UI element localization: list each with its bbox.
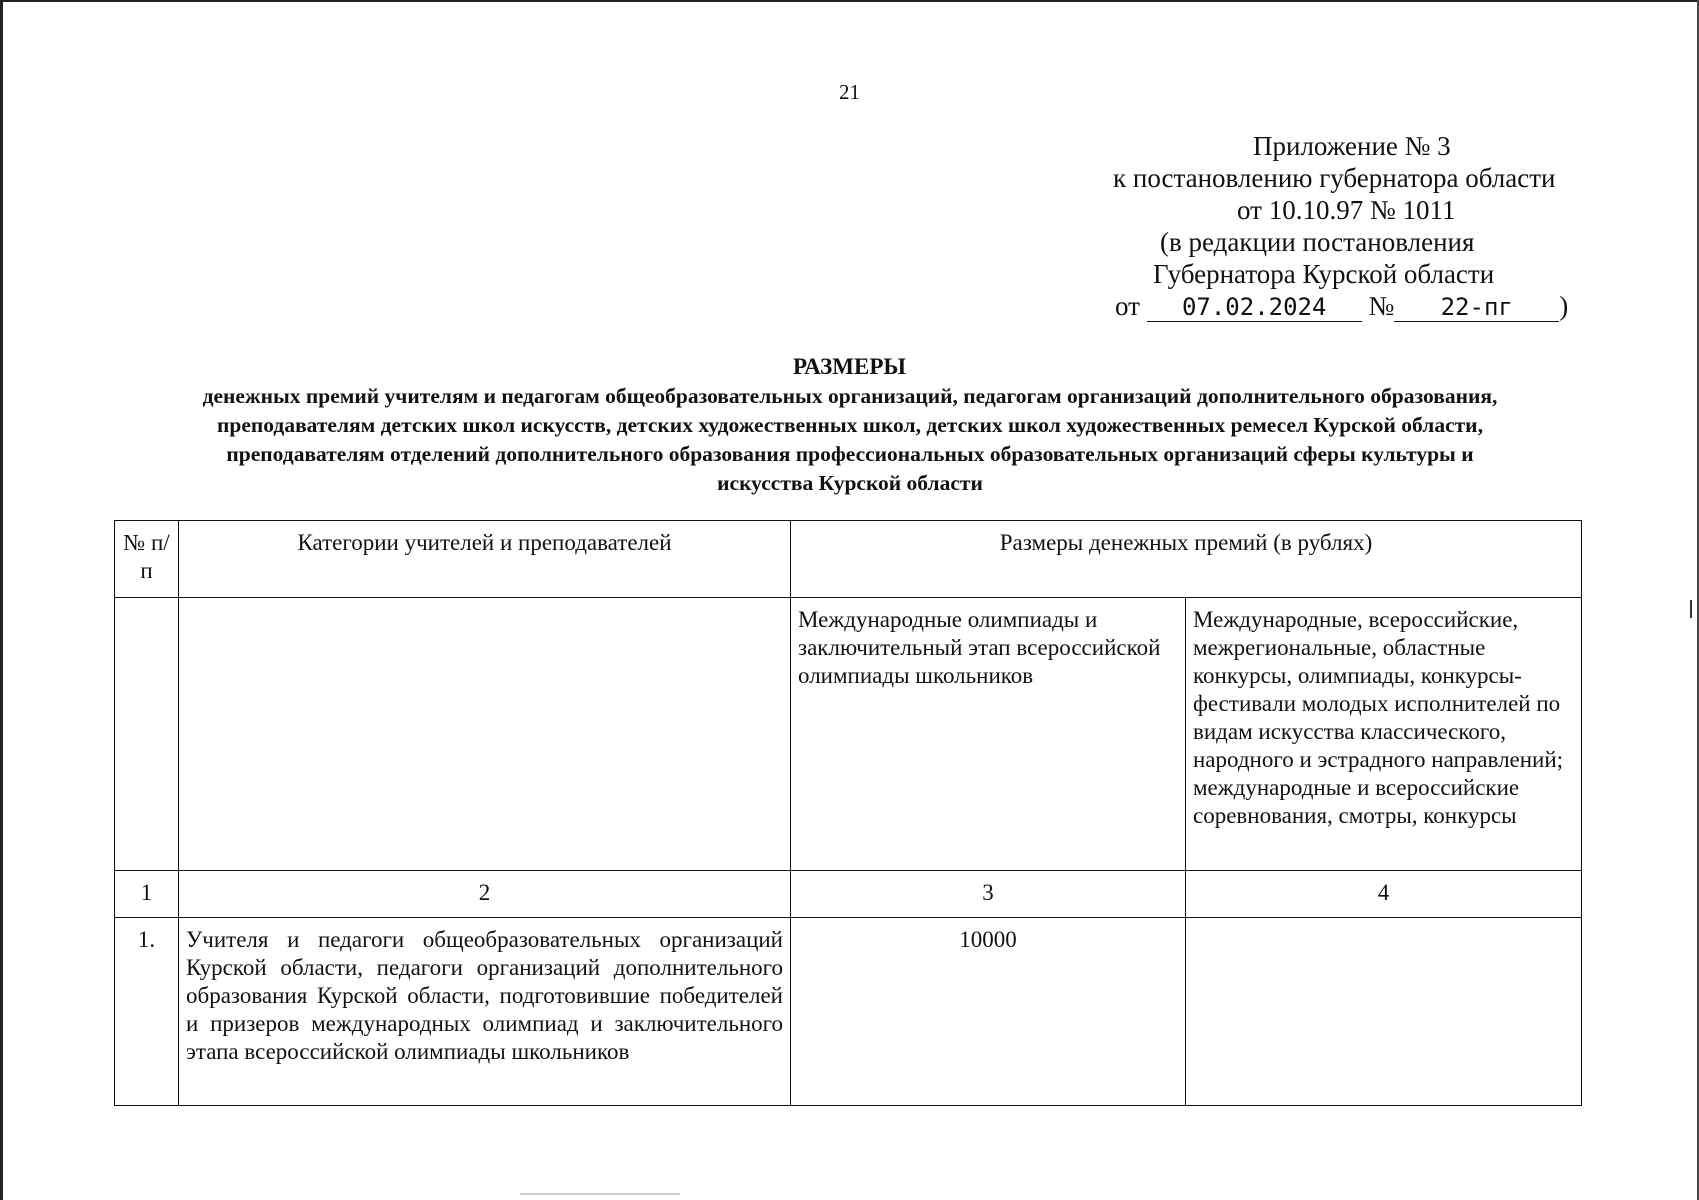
subtitle-line-4: искусства Курской области (717, 471, 983, 495)
scan-edge-left (0, 0, 3, 1200)
from-label: от (1115, 291, 1140, 321)
subheader-col4: Международные, всероссийские, межрегиональные, областные конкурсы, олимпиады, конкурсы-фестивали молодых исполнителей по видам искусства классического, народного и эстрадного направлений; международные и всероссийские соревнования, смотры, конкурсы (1186, 598, 1582, 871)
edition-number: 22-пг (1394, 293, 1559, 322)
table-row (115, 918, 1582, 1106)
table-subheader-row (115, 598, 1582, 871)
subtitle-line-3: преподавателям отделений дополнительного образования профессиональных образовательных организаций сферы культуры и (226, 442, 1474, 466)
prizes-table (114, 520, 1582, 1106)
number-label: № (1368, 291, 1395, 321)
appendix-edition-line (1080, 290, 1640, 322)
row-prize-contests (1186, 918, 1582, 1106)
column-number: 2 (179, 871, 791, 918)
edition-date: 07.02.2024 (1147, 293, 1362, 322)
appendix-line-5: Губернатора Курской области (1153, 259, 1495, 289)
column-number: 4 (1186, 871, 1582, 918)
header-category: Категории учителей и преподавателей (179, 521, 791, 598)
document-subtitle (100, 382, 1600, 498)
bottom-scan-artifact (520, 1193, 680, 1195)
row-prize-olympiad: 10000 (791, 918, 1186, 1106)
subtitle-line-2: преподавателям детских школ искусств, детских художественных школ, детских школ художественных ремесел Курской области, (217, 413, 1483, 437)
scan-edge-top (0, 0, 1699, 2)
appendix-line-1: Приложение № 3 (1253, 131, 1451, 161)
subheader-col3: Международные олимпиады и заключительный этап всероссийской олимпиады школьников (791, 598, 1186, 871)
table-header-row (115, 521, 1582, 598)
header-sizes: Размеры денежных премий (в рублях) (791, 521, 1582, 598)
appendix-line-3: от 10.10.97 № 1011 (1237, 195, 1456, 225)
subtitle-line-1: денежных премий учителям и педагогам общеобразовательных организаций, педагогам организаций дополнительного образования, (202, 384, 1498, 408)
header-num: № п/п (115, 521, 179, 598)
closing-paren: ) (1559, 291, 1569, 321)
column-number: 1 (115, 871, 179, 918)
margin-mark (1690, 600, 1692, 618)
column-number: 3 (791, 871, 1186, 918)
appendix-line-2: к постановлению губернатора области (1113, 163, 1556, 193)
appendix-line-4: (в редакции постановления (1160, 227, 1475, 257)
appendix-block (1080, 130, 1640, 322)
row-num: 1. (115, 918, 179, 1106)
row-category: Учителя и педагоги общеобразовательных организаций Курской области, педагоги организаций дополнительного образования Курской области, подготовившие победителей и призеров международных олимпиад и заключительного этапа всероссийской олимпиады школьников (179, 918, 791, 1106)
subheader-empty-1 (115, 598, 179, 871)
document-title: РАЗМЕРЫ (793, 354, 906, 379)
column-numbers-row (115, 871, 1582, 918)
subheader-empty-2 (179, 598, 791, 871)
page-number: 21 (839, 80, 860, 104)
